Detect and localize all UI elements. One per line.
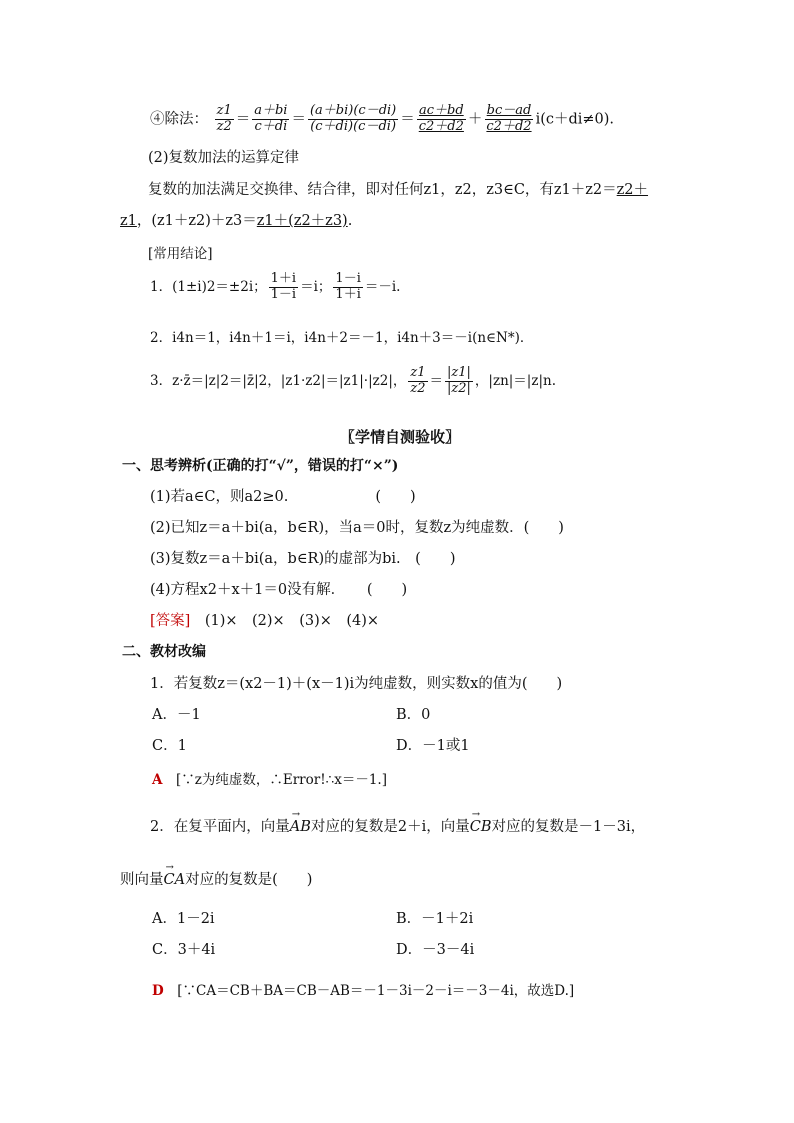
section-heading: 〖学情自测验收〗 bbox=[340, 428, 461, 446]
conclusion-1: 1．(1±i)2＝±2i； $\frac{1+i}{1-i}$ ＝i； $\frac{1-i}{1+i}$ ＝－i. bbox=[150, 271, 401, 302]
problem-2-option-c: C．3＋4i bbox=[152, 942, 216, 958]
division-formula: ④除法： $\frac{z1}{z2}$ ＝ $\frac{a+bi}{c+di}$ ＝ $\frac{(a+bi)(c-di)}{(c+di)(c-di)}$ ＝ $\frac{ac+bd}{c2+d2}$ ＋ $\frac{bc-ad}{c2+d2}$ i(c＋di≠0). bbox=[150, 103, 615, 134]
question-4: (4)方程x2＋x＋1＝0没有解． ( ) bbox=[150, 582, 408, 598]
question-2: (2)已知z＝a＋bi(a，b∈R)，当a＝0时，复数z为纯虚数．( ) bbox=[150, 520, 564, 536]
division-label: ④除法： bbox=[150, 111, 208, 128]
answer-text: (1)× (2)× (3)× (4)× bbox=[204, 613, 380, 629]
law-line-2: z1，(z1＋z2)＋z3＝z1＋(z2＋z3). bbox=[120, 213, 353, 229]
problem-2-option-d: D．－3－4i bbox=[396, 942, 475, 958]
fraction-a-bi: $\frac{a+bi}{c+di}$ bbox=[254, 103, 288, 134]
law-title: (2)复数加法的运算定律 bbox=[148, 150, 300, 166]
question-1: (1)若a∈C，则a2≥0. ( ) bbox=[150, 489, 416, 505]
problem-1-option-b: B．0 bbox=[396, 707, 431, 723]
conclusion-3: 3．z·z̄＝|z|2＝|z̄|2，|z1·z2|＝|z1|·|z2|， $\frac{z1}{z2}$ ＝ $\frac{|z1|}{|z2|}$ ，|zn|＝|z|n. bbox=[150, 365, 557, 396]
answer-line bbox=[150, 613, 379, 630]
problem-2-key: D bbox=[152, 983, 164, 999]
answer-label: [答案] bbox=[150, 613, 191, 629]
part1-title: 一、思考辨析(正确的打“√”，错误的打“×”) bbox=[122, 458, 399, 474]
question-3: (3)复数z＝a＋bi(a，b∈R)的虚部为bi. ( ) bbox=[150, 551, 456, 567]
problem-1-key: A bbox=[152, 772, 163, 788]
problem-1-option-a: A．－1 bbox=[152, 707, 201, 723]
fraction-expanded: $\frac{(a+bi)(c-di)}{(c+di)(c-di)}$ bbox=[309, 103, 397, 134]
fraction-z1-z2: $\frac{z1}{z2}$ bbox=[216, 103, 232, 134]
problem-2-option-a: A．1－2i bbox=[152, 911, 215, 927]
fraction-imag-part: $\frac{bc-ad}{c2+d2}$ bbox=[486, 103, 532, 134]
common-conclusions-title: [常用结论] bbox=[148, 246, 213, 262]
problem-1-option-c: C．1 bbox=[152, 738, 187, 754]
problem-2-stem-line-1: 2．在复平面内，向量→ AB对应的复数是2＋i，向量→ CB对应的复数是－1－3i， bbox=[150, 819, 645, 836]
problem-2-explanation: D [∵CA＝CB＋BA＝CB－AB＝－1－3i－2－i＝－3－4i，故选D.] bbox=[152, 983, 575, 999]
problem-2-stem-line-2: 则向量→ CA对应的复数是( ) bbox=[120, 872, 312, 889]
problem-1-explanation: A [∵z为纯虚数，∴Error!∴x＝－1.] bbox=[152, 772, 387, 788]
part2-title: 二、教材改编 bbox=[122, 644, 206, 660]
conclusion-2: 2．i4n＝1，i4n＋1＝i，i4n＋2＝－1，i4n＋3＝－i(n∈N*)． bbox=[150, 330, 534, 346]
problem-1-stem: 1．若复数z＝(x2－1)＋(x－1)i为纯虚数，则实数x的值为( ) bbox=[150, 676, 563, 692]
fraction-real-part: $\frac{ac+bd}{c2+d2}$ bbox=[418, 103, 464, 134]
problem-2-option-b: B．－1＋2i bbox=[396, 911, 474, 927]
law-line-1: 复数的加法满足交换律、结合律，即对任何z1，z2，z3∈C，有z1＋z2＝z2＋ bbox=[148, 182, 649, 198]
problem-1-option-d: D．－1或1 bbox=[396, 738, 470, 754]
